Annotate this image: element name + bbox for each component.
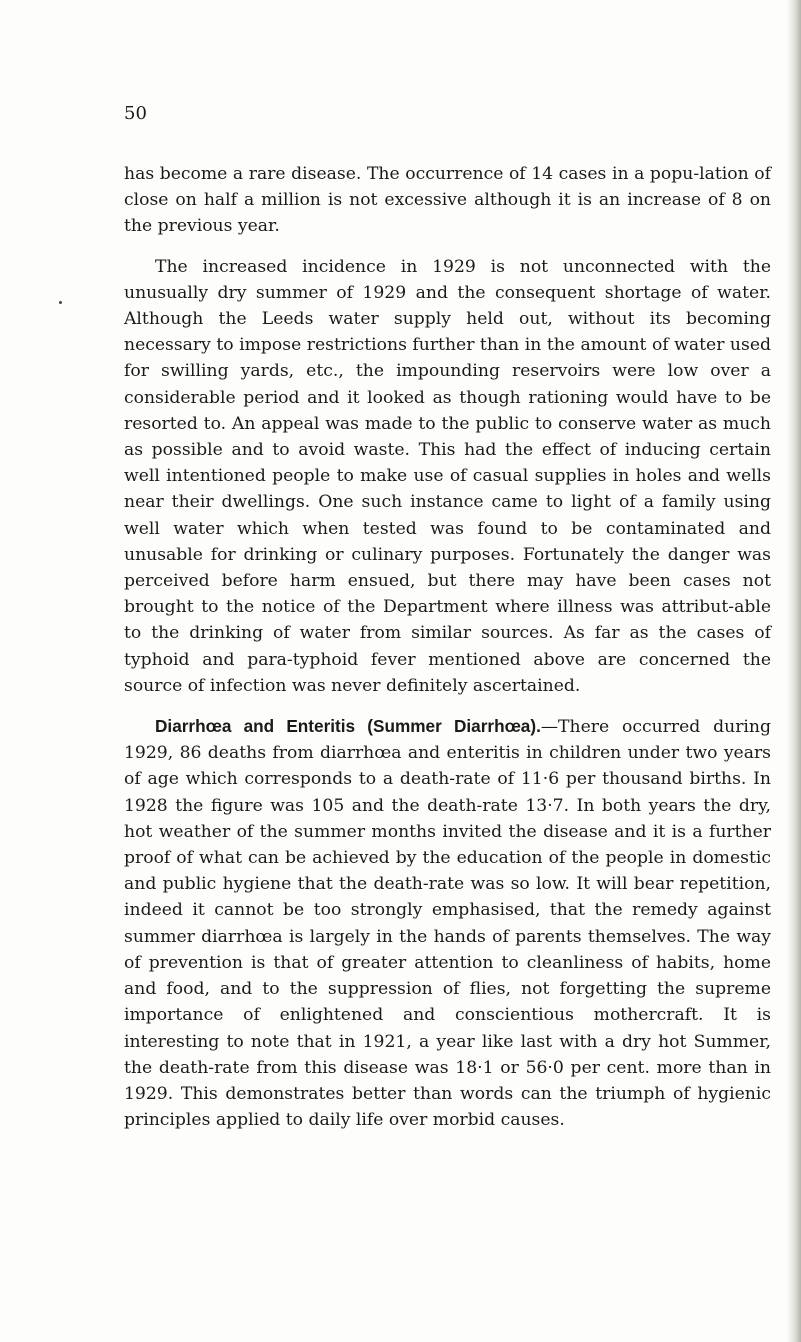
page-number: 50 (124, 103, 147, 124)
paragraph-text: —There occurred during 1929, 86 deaths from diarrhœa and enteritis in children under two years of age which corresponds to a death-rate of 11·6 per thousand births. In 1928 the figure was 105 and the death-rate 13·7. In both years the dry, hot weather of the summer months invited the disease and it is a further proof of what can be achieved by the education of the people in domestic and public hygiene that the death-rate was so low. It will bear repetition, indeed it cannot be too strongly emphasised, that the remedy against summer diarrhœa is largely in the hands of parents themselves. The way of prevention is that of greater attention to cleanliness of habits, home and food, and to the suppression of flies, not forgetting the supreme importance of enlightened and conscientious mothercraft. It is interesting to note that in 1921, a year like last with a dry hot Summer, the death-rate from this disease was 18·1 or 56·0 per cent. more than in 1929. This demonstrates better than words can the triumph of hygienic principles applied to daily life over morbid causes. (124, 717, 772, 1131)
margin-mark (59, 301, 62, 304)
paragraph-text: has become a rare disease. The occurrence of 14 cases in a popu-lation of close on half a million is not excessive although it is an increase of 8 on the previous year. (124, 164, 771, 237)
paragraph-text: The increased incidence in 1929 is not unconnected with the unusually dry summer of 1929 and the consequent shortage of water. Although the Leeds water supply held out, without its becoming necessary to impose restrictions further than in the amount of water used for swilling yards, etc., the impounding reservoirs were low over a considerable period and it looked as though rationing would have to be resorted to. An appeal was made to the public to conserve water as much as possible and to avoid waste. This had the effect of inducing certain well intentioned people to make use of casual supplies in holes and wells near their dwellings. One such instance came to light of a family using well water which when tested was found to be contaminated and unusable for drinking or culinary purposes. Fortunately the danger was perceived before harm ensued, but there may have been cases not brought to the notice of the Department where illness was attribut-able to the drinking of water from similar sources. As far as the cases of typhoid and para-typhoid fever mentioned above are concerned the source of infection was never definitely ascertained. (124, 256, 771, 696)
paragraph-continuation (124, 161, 771, 240)
section-heading: Diarrhœa and Enteritis (Summer Diarrhœa). (155, 716, 541, 737)
paragraph-diarrhoea (124, 713, 771, 1133)
page-edge-shadow (787, 0, 801, 1342)
paragraph-water-supply (124, 254, 771, 699)
body-text (124, 161, 771, 1133)
